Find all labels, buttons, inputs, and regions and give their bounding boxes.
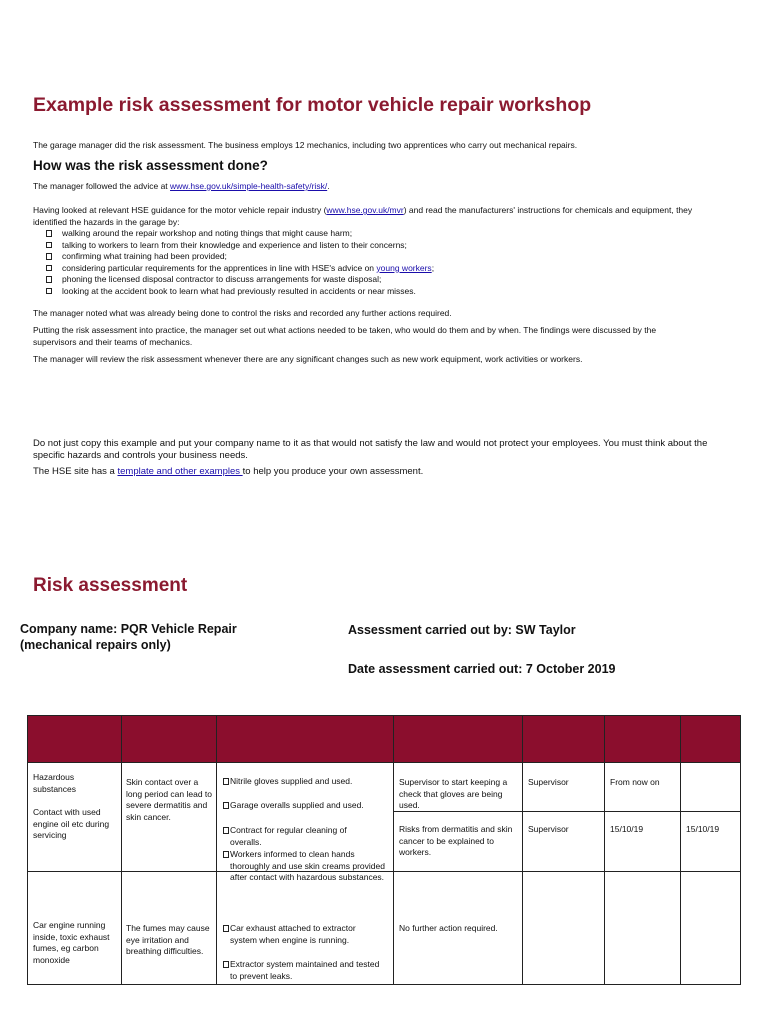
control-measure: Nitrile gloves supplied and used. — [222, 776, 390, 788]
table-cell — [604, 871, 681, 985]
table-header-cell — [121, 715, 217, 763]
checkbox-bullet-icon — [223, 961, 229, 968]
assessor-name: Assessment carried out by: SW Taylor — [348, 623, 576, 637]
table-cell — [522, 811, 605, 872]
list-item: phoning the licensed disposal contractor to discuss arrangements for waste disposal; — [46, 274, 434, 286]
further-action: Risks from dermatitis and skin cancer to be explained to workers. — [399, 824, 513, 857]
checkbox-bullet-icon — [223, 802, 229, 809]
table-header-cell — [680, 715, 741, 763]
who-harmed: Skin contact over a long period can lead to severe dermatitis and skin cancer. — [126, 777, 213, 822]
hse-site-paragraph — [33, 466, 423, 478]
hse-prefix: The HSE site has a — [33, 466, 118, 477]
risk-assessment-heading: Risk assessment — [33, 575, 188, 596]
hazard-title: Hazardous substances — [33, 772, 76, 794]
checkbox-bullet-icon — [46, 288, 52, 295]
checkbox-bullet-icon — [46, 242, 52, 249]
putting-paragraph: Putting the risk assessment into practice, the manager set out what actions needed to be taken, who would do them and by when. The findings were discussed by the supervisors and their teams of mechanics. — [33, 325, 657, 347]
control-measure: Workers informed to clean hands thoroughly and use skin creams provided after contact with hazardous substances. — [222, 849, 385, 884]
checkbox-bullet-icon — [223, 827, 229, 834]
intro-text: The garage manager did the risk assessment. The business employs 12 mechanics, including two apprentices who carry out mechanical repairs. — [33, 140, 578, 150]
page-title: Example risk assessment for motor vehicle repair workshop — [33, 94, 592, 116]
looked-prefix: Having looked at relevant HSE guidance for the motor vehicle repair industry ( — [33, 205, 327, 215]
control-measure: Contract for regular cleaning of overalls. — [222, 825, 350, 848]
checkbox-bullet-icon — [46, 265, 52, 272]
who-harmed: The fumes may cause eye irritation and breathing difficulties. — [126, 923, 210, 956]
table-header-cell — [27, 715, 122, 763]
list-item: confirming what training had been provided; — [46, 251, 434, 263]
further-action: No further action required. — [399, 923, 498, 933]
table-cell — [680, 762, 741, 812]
table-header-cell — [522, 715, 605, 763]
table-cell — [522, 871, 605, 985]
risk-guidance-link[interactable]: www.hse.gov.uk/simple-health-safety/risk/ — [170, 181, 328, 191]
list-item: considering particular requirements for the apprentices in line with HSE's advice on young workers; — [46, 263, 434, 275]
checkbox-bullet-icon — [46, 253, 52, 260]
control-measure: Garage overalls supplied and used. — [222, 800, 390, 812]
hazard-identification-list — [46, 228, 434, 297]
table-cell — [604, 811, 681, 872]
list-item: talking to workers to learn from their knowledge and experience and listen to their concerns; — [46, 240, 434, 252]
checkbox-bullet-icon — [223, 778, 229, 785]
assessment-date: Date assessment carried out: 7 October 2019 — [348, 662, 616, 676]
checkbox-bullet-icon — [223, 925, 229, 932]
checkbox-bullet-icon — [46, 230, 52, 237]
table-header-cell — [604, 715, 681, 763]
control-measure: Car exhaust attached to extractor system when engine is running. — [222, 923, 380, 946]
list-item: walking around the repair workshop and noting things that might cause harm; — [46, 228, 434, 240]
action-by-whom: Supervisor — [528, 824, 569, 834]
noted-paragraph: The manager noted what was already being done to control the risks and recorded any further actions required. — [33, 308, 452, 318]
checkbox-bullet-icon — [46, 276, 52, 283]
advice-suffix: . — [327, 181, 330, 191]
control-measure: Extractor system maintained and tested to prevent leaks. — [222, 959, 380, 982]
hazard-detail: Contact with used engine oil etc during servicing — [33, 807, 110, 840]
action-by-when: 15/10/19 — [610, 824, 644, 834]
action-by-whom: Supervisor — [528, 777, 569, 787]
action-by-when: From now on — [610, 777, 660, 787]
list-item: looking at the accident book to learn what had previously resulted in accidents or near misses. — [46, 286, 434, 298]
table-cell — [680, 871, 741, 985]
further-action: Supervisor to start keeping a check that gloves are being used. — [399, 777, 508, 810]
advice-prefix: The manager followed the advice at — [33, 181, 171, 191]
checkbox-bullet-icon — [223, 851, 229, 858]
action-done: 15/10/19 — [686, 824, 720, 834]
hazard-title: Car engine running inside, toxic exhaust fumes, eg carbon monoxide — [33, 920, 110, 965]
table-header-cell — [216, 715, 394, 763]
table-header-cell — [393, 715, 523, 763]
young-workers-link[interactable]: young workers — [376, 262, 432, 273]
review-paragraph: The manager will review the risk assessment whenever there are any significant changes such as new work equipment, work activities or workers. — [33, 354, 583, 364]
company-name: Company name: PQR Vehicle Repair (mechanical repairs only) — [20, 622, 237, 652]
mvr-guidance-link[interactable]: www.hse.gov.uk/mvr — [326, 205, 404, 215]
table-cell — [680, 811, 741, 872]
looked-paragraph — [33, 205, 713, 228]
looked-suffix: ) and read the manufacturers' instructions for chemicals and equipment, they identified the hazards in the garage by: — [33, 205, 693, 227]
warning-paragraph: Do not just copy this example and put your company name to it as that would not satisfy the law and would not protect your employees. You must think about the specific hazards and controls your business needs. — [33, 438, 708, 461]
template-examples-link[interactable]: template and other examples — [117, 466, 243, 477]
how-heading: How was the risk assessment done? — [33, 158, 268, 173]
hse-suffix: to help you produce your own assessment. — [242, 466, 424, 477]
advice-paragraph — [33, 181, 330, 193]
